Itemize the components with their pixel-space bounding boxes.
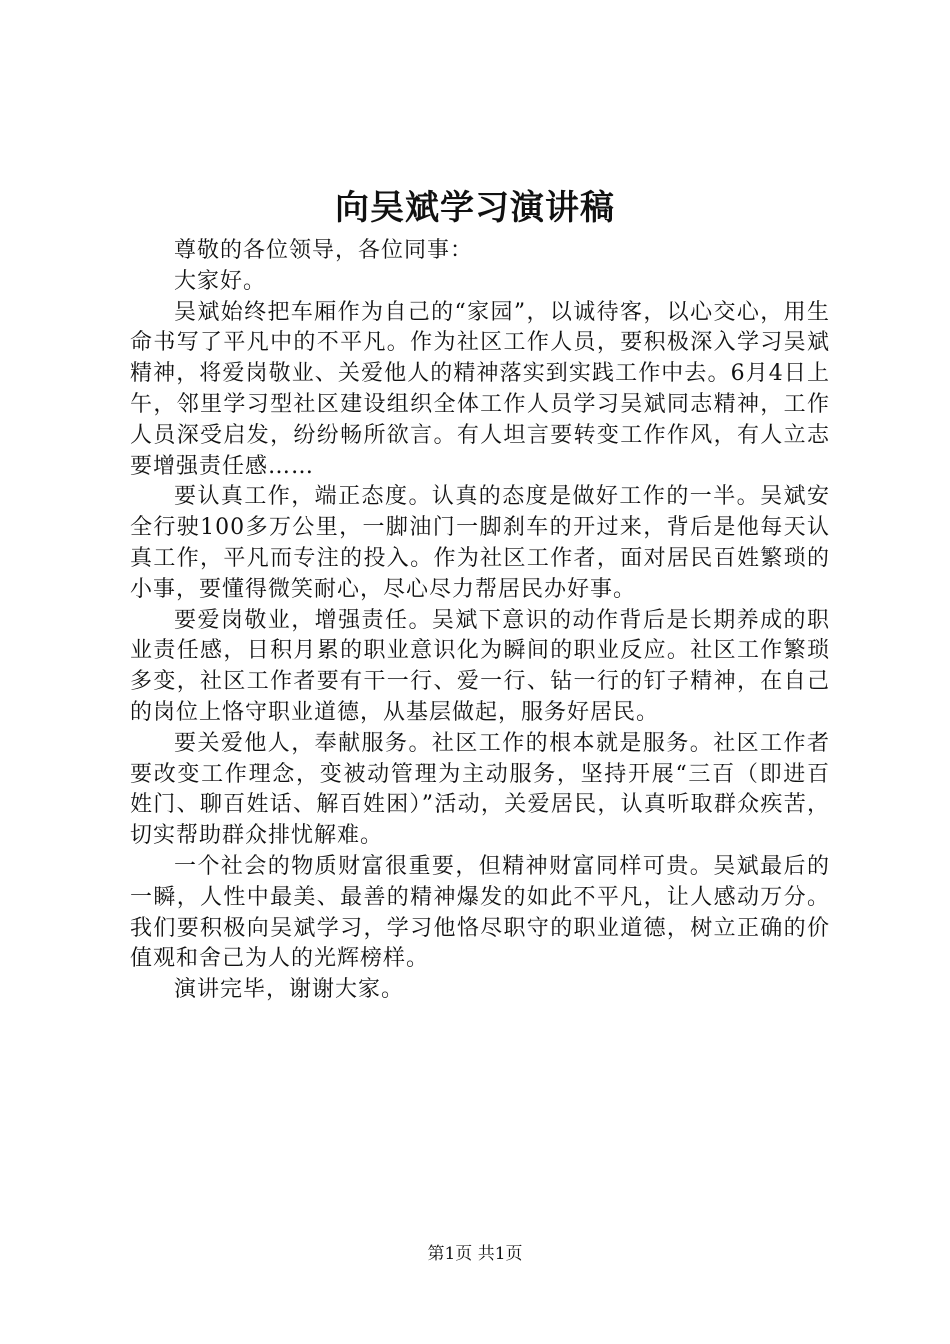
paragraph: 要关爱他人，奉献服务。社区工作的根本就是服务。社区工作者要改变工作理念，变被动管理为主动服务，坚持开展“三百（即进百姓门、聊百姓话、解百姓困）”活动，关爱居民，认真听取群众疾苦，切实帮助群众排忧解难。	[130, 730, 830, 849]
paragraph: 要爱岗敬业，增强责任。吴斌下意识的动作背后是长期养成的职业责任感，日积月累的职业意识化为瞬间的职业反应。社区工作繁琐多变，社区工作者要有干一行、爱一行、钻一行的钉子精神，在自己的岗位上恪守职业道德，从基层做起，服务好居民。	[130, 607, 830, 725]
document-body	[130, 236, 830, 1006]
paragraph: 吴斌始终把车厢作为自己的“家园”，以诚待客，以心交心，用生命书写了平凡中的不平凡。作为社区工作人员，要积极深入学习吴斌精神，将爱岗敬业、关爱他人的精神落实到实践工作中去。6月4日上午，邻里学习型社区建设组织全体工作人员学习吴斌同志精神，工作人员深受启发，纷纷畅所欲言。有人坦言要转变工作作风，有人立志要增强责任感……	[130, 299, 830, 479]
greeting: 大家好。	[174, 268, 267, 294]
page-footer: 第1页 共1页	[427, 1244, 523, 1264]
salutation: 尊敬的各位领导，各位同事：	[174, 238, 474, 263]
closing: 演讲完毕，谢谢大家。	[174, 977, 405, 1003]
paragraph: 要认真工作，端正态度。认真的态度是做好工作的一半。吴斌安全行驶100多万公里，一脚油门一脚刹车的开过来，背后是他每天认真工作，平凡而专注的投入。作为社区工作者，面对居民百姓繁琐的小事，要懂得微笑耐心，尽心尽力帮居民办好事。	[130, 484, 830, 602]
paragraph: 一个社会的物质财富很重要，但精神财富同样可贵。吴斌最后的一瞬，人性中最美、最善的精神爆发的如此不平凡，让人感动万分。我们要积极向吴斌学习，学习他恪尽职守的职业道德，树立正确的价值观和舍己为人的光辉榜样。	[130, 853, 830, 972]
document-title: 向吴斌学习演讲稿	[335, 188, 615, 228]
